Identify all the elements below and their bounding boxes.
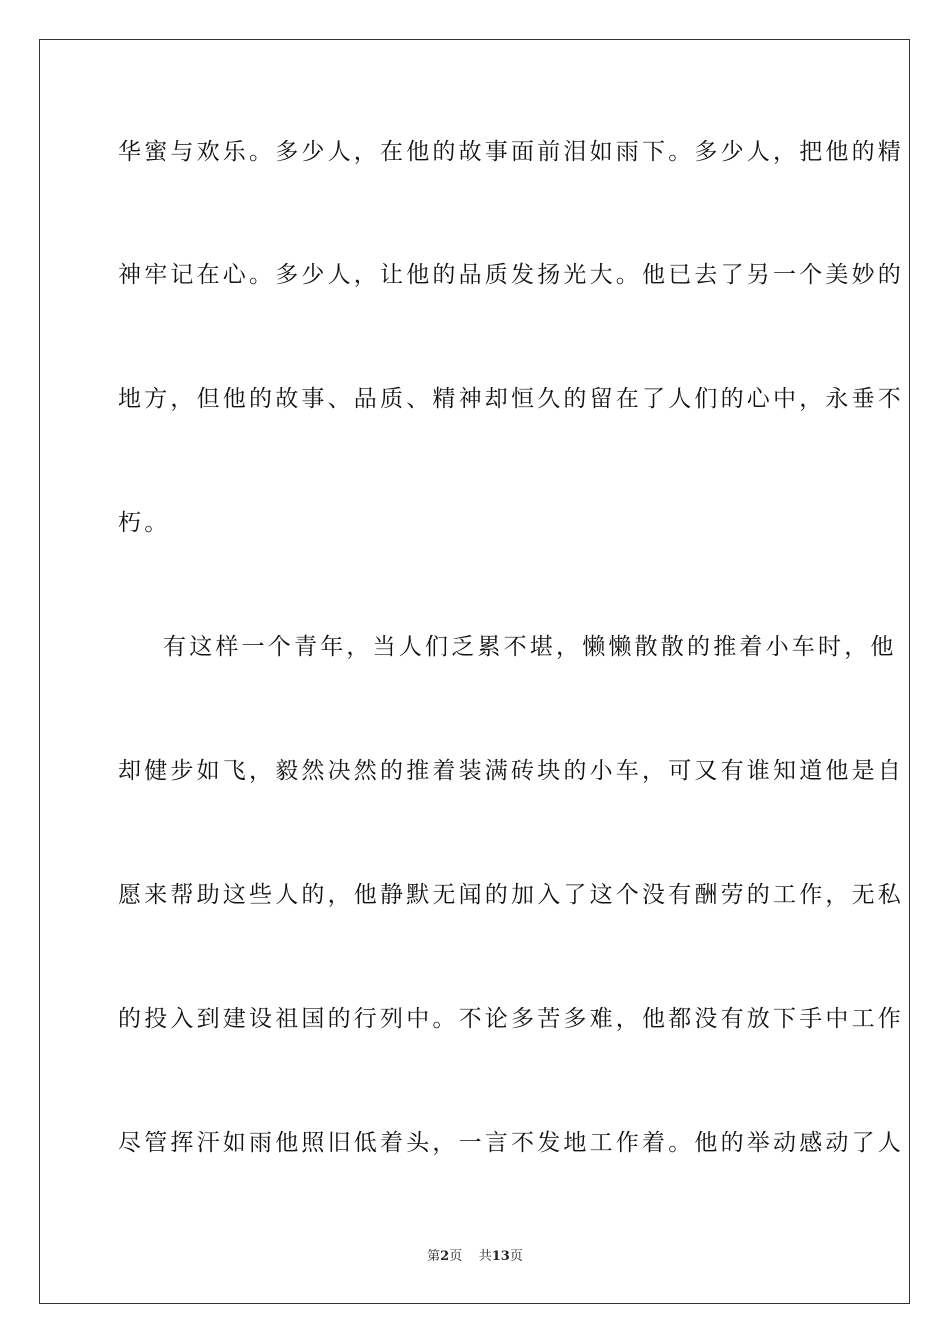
page-footer — [0, 1248, 950, 1266]
body-text-line-7: 愿来帮助这些人的，他静默无闻的加入了这个没有酬劳的工作，无私 — [118, 882, 904, 908]
body-text-line-3: 地方，但他的故事、品质、精神却恒久的留在了人们的心中，永垂不 — [118, 386, 904, 412]
body-text-line-9: 尽管挥汗如雨他照旧低着头，一言不发地工作着。他的举动感动了人 — [118, 1130, 904, 1156]
paragraph-start-line: 有这样一个青年，当人们乏累不堪，懒懒散散的推着小车时，他 — [163, 634, 897, 660]
page-number-label: 第2页 — [427, 1249, 463, 1264]
total-pages: 13 — [491, 1249, 510, 1264]
page-border — [39, 39, 910, 1304]
body-text-line-6: 却健步如飞，毅然决然的推着装满砖块的小车，可又有谁知道他是自 — [118, 758, 904, 784]
body-text-line-1: 华蜜与欢乐。多少人，在他的故事面前泪如雨下。多少人，把他的精 — [118, 139, 904, 165]
body-text-line-4: 朽。 — [118, 510, 171, 536]
page-number: 2 — [440, 1249, 450, 1264]
body-text-line-8: 的投入到建设祖国的行列中。不论多苦多难，他都没有放下手中工作 — [118, 1006, 904, 1032]
total-pages-label: 共13页 — [478, 1249, 523, 1264]
body-text-line-2: 神牢记在心。多少人，让他的品质发扬光大。他已去了另一个美妙的 — [118, 262, 904, 288]
